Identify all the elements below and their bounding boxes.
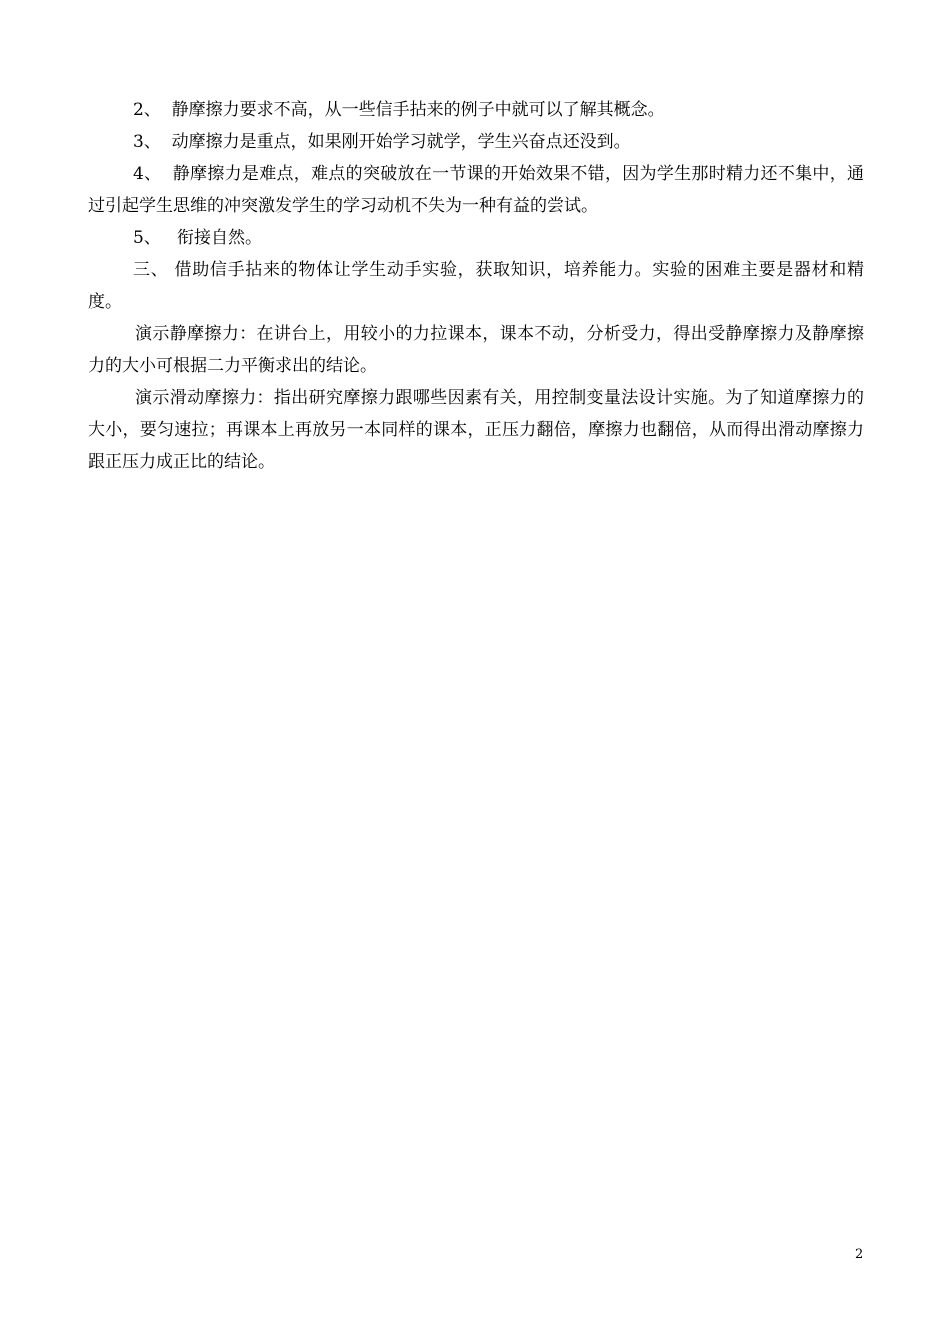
paragraph-item-3: 3、 动摩擦力是重点，如果刚开始学习就学，学生兴奋点还没到。 <box>133 132 631 152</box>
document-body <box>88 94 864 478</box>
page-number: 2 <box>855 1247 864 1262</box>
static-friction-demo-paragraph: 演示静摩擦力：在讲台上，用较小的力拉课本，课本不动，分析受力，得出受静摩擦力及静摩擦力的大小可根据二力平衡求出的结论。 <box>88 324 864 376</box>
paragraph-item-4: 4、 静摩擦力是难点，难点的突破放在一节课的开始效果不错，因为学生那时精力还不集中，通过引起学生思维的冲突激发学生的学习动机不失为一种有益的尝试。 <box>88 164 864 216</box>
paragraph-item-5: 5、 衔接自然。 <box>133 228 263 248</box>
sliding-friction-demo-paragraph: 演示滑动摩擦力：指出研究摩擦力跟哪些因素有关，用控制变量法设计实施。为了知道摩擦力的大小，要匀速拉；再课本上再放另一本同样的课本，正压力翻倍，摩擦力也翻倍，从而得出滑动摩擦力跟正压力成正比的结论。 <box>88 388 864 472</box>
paragraph-item-2: 2、 静摩擦力要求不高，从一些信手拈来的例子中就可以了解其概念。 <box>133 100 665 120</box>
section-three-paragraph: 三、 借助信手拈来的物体让学生动手实验，获取知识，培养能力。实验的困难主要是器材和精度。 <box>88 260 864 312</box>
